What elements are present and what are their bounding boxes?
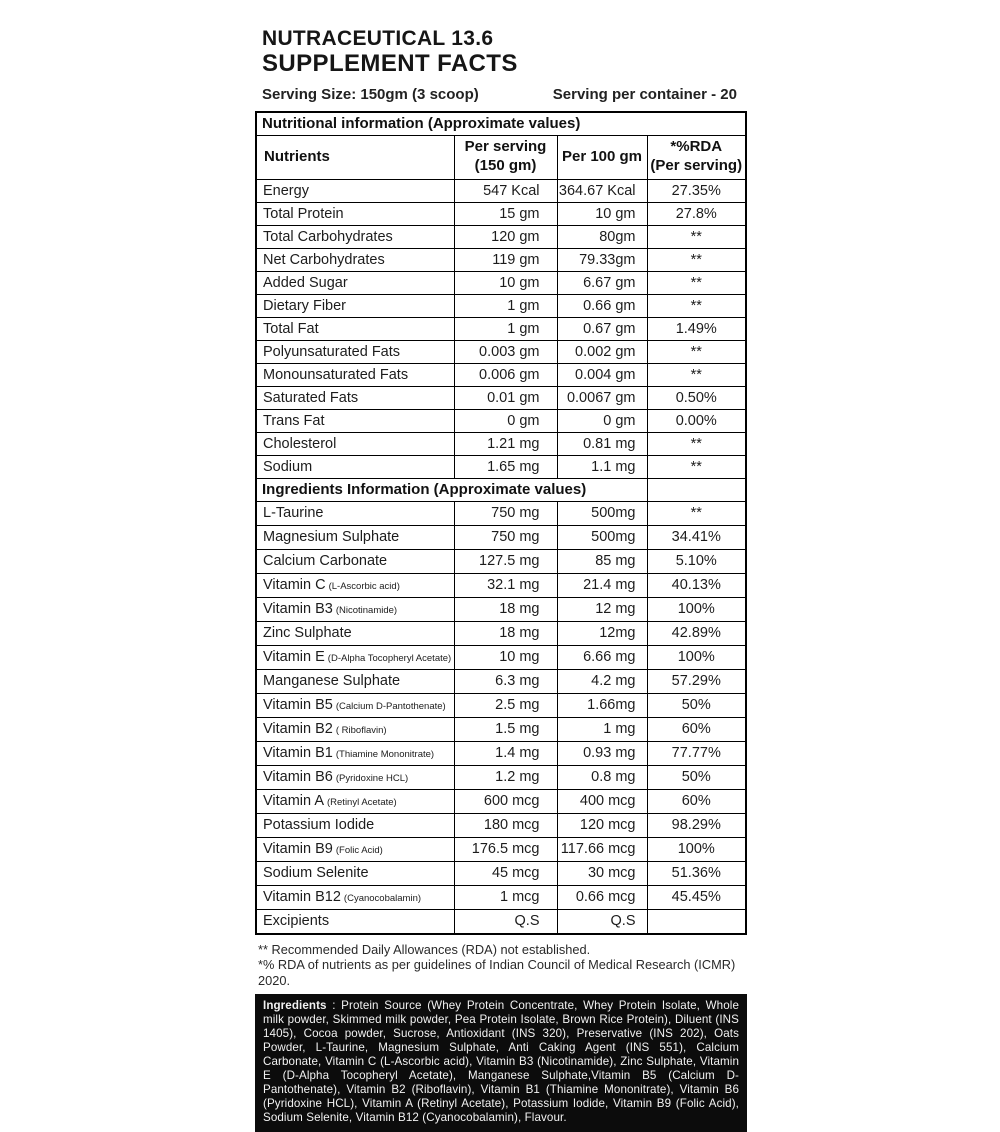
per-serving-value: 1.21 mg — [454, 432, 557, 455]
rda-value: 27.8% — [647, 202, 746, 225]
rda-value: ** — [647, 225, 746, 248]
per-serving-value: 1.4 mg — [454, 741, 557, 765]
table-row — [256, 693, 746, 717]
nutrient-name-cell — [256, 621, 454, 645]
per-100-value: 500mg — [557, 501, 647, 525]
nutrient-name: L-Taurine — [263, 505, 324, 522]
nutrient-name-cell — [256, 455, 454, 478]
per-100-value: 0.004 gm — [557, 363, 647, 386]
nutrient-name: Saturated Fats — [263, 389, 359, 406]
table-row — [256, 340, 746, 363]
per-100-value: 6.66 mg — [557, 645, 647, 669]
nutrient-name: Magnesium Sulphate — [263, 529, 400, 546]
table-row — [256, 909, 746, 934]
table-row — [256, 525, 746, 549]
per-serving-value: 45 mcg — [454, 861, 557, 885]
per-serving-value: 0.01 gm — [454, 386, 557, 409]
table-row — [256, 225, 746, 248]
rda-value: 100% — [647, 837, 746, 861]
rda-value — [647, 909, 746, 934]
per-100-value: 500mg — [557, 525, 647, 549]
per-100-value: 79.33gm — [557, 248, 647, 271]
table-row — [256, 885, 746, 909]
nutrient-name-cell — [256, 549, 454, 573]
nutrient-name: Energy — [263, 182, 309, 199]
nutrient-name: Sodium Selenite — [263, 865, 369, 882]
table-row — [256, 717, 746, 741]
rda-value: ** — [647, 363, 746, 386]
nutrient-subname: (L-Ascorbic acid) — [328, 581, 400, 593]
per-serving-value: 180 mcg — [454, 813, 557, 837]
table-row — [256, 837, 746, 861]
nutrient-name-cell — [256, 813, 454, 837]
nutrient-name-cell — [256, 765, 454, 789]
per-100-value: 80gm — [557, 225, 647, 248]
per-100-value: 0.93 mg — [557, 741, 647, 765]
nutrient-name-cell — [256, 317, 454, 340]
per-100-value: 10 gm — [557, 202, 647, 225]
per-100-value: 120 mcg — [557, 813, 647, 837]
nutrient-name: Dietary Fiber — [263, 297, 346, 314]
nutritional-rows — [256, 179, 746, 478]
rda-value: 77.77% — [647, 741, 746, 765]
table-row — [256, 861, 746, 885]
nutrient-name: Vitamin C — [263, 577, 326, 594]
rda-value: ** — [647, 501, 746, 525]
table-row — [256, 621, 746, 645]
per-serving-value: 15 gm — [454, 202, 557, 225]
rda-value: 100% — [647, 645, 746, 669]
section1-header: Nutritional information (Approximate values) — [256, 112, 746, 136]
nutrient-name-cell — [256, 501, 454, 525]
nutrient-name-cell — [256, 271, 454, 294]
per-serving-value: 10 mg — [454, 645, 557, 669]
nutrient-name: Vitamin B2 — [263, 721, 333, 738]
table-row — [256, 765, 746, 789]
rda-value: 60% — [647, 717, 746, 741]
nutrient-subname: (Cyanocobalamin) — [343, 893, 422, 905]
nutrient-name: Vitamin B1 — [263, 745, 333, 762]
per-100-value: 400 mcg — [557, 789, 647, 813]
nutrient-name-cell — [256, 573, 454, 597]
nutrient-name: Manganese Sulphate — [263, 673, 401, 690]
nutrient-subname: (Folic Acid) — [335, 845, 383, 857]
column-header-nutrients: Nutrients — [256, 135, 454, 179]
rda-value: 5.10% — [647, 549, 746, 573]
rda-value: ** — [647, 294, 746, 317]
nutrient-name: Total Carbohydrates — [263, 228, 393, 245]
nutrient-name-cell — [256, 225, 454, 248]
footnotes — [258, 942, 747, 989]
nutrient-name: Monounsaturated Fats — [263, 366, 409, 383]
rda-value: 45.45% — [647, 885, 746, 909]
nutrient-name: Vitamin E — [263, 649, 325, 666]
nutrient-name-cell — [256, 885, 454, 909]
table-row — [256, 501, 746, 525]
nutrient-name: Added Sugar — [263, 274, 348, 291]
section2-header-empty-cell — [647, 478, 746, 501]
per-serving-value: 0.006 gm — [454, 363, 557, 386]
nutrient-name-cell — [256, 202, 454, 225]
per-serving-value: 1.2 mg — [454, 765, 557, 789]
per-100-value: 0.0067 gm — [557, 386, 647, 409]
nutrient-subname: (Calcium D-Pantothenate) — [335, 701, 446, 713]
per-100-value: 85 mg — [557, 549, 647, 573]
nutrient-name: Vitamin B5 — [263, 697, 333, 714]
nutrient-name-cell — [256, 597, 454, 621]
table-row — [256, 409, 746, 432]
column-header-rda: *%RDA (Per serving) — [647, 135, 746, 179]
table-row — [256, 386, 746, 409]
rda-value: 51.36% — [647, 861, 746, 885]
nutrient-name: Trans Fat — [263, 412, 325, 429]
rda-value: 34.41% — [647, 525, 746, 549]
nutrient-subname: (Thiamine Mononitrate) — [335, 749, 435, 761]
per-serving-value: 1.65 mg — [454, 455, 557, 478]
rda-value: 98.29% — [647, 813, 746, 837]
table-row — [256, 789, 746, 813]
per-100-value: 30 mcg — [557, 861, 647, 885]
nutrient-name-cell — [256, 386, 454, 409]
per-serving-value: 32.1 mg — [454, 573, 557, 597]
footnote-rda-not-established: ** Recommended Daily Allowances (RDA) not established. — [258, 941, 591, 957]
page-subtitle: SUPPLEMENT FACTS — [262, 49, 518, 77]
table-row — [256, 294, 746, 317]
nutrient-name-cell — [256, 248, 454, 271]
table-row — [256, 741, 746, 765]
nutrient-name: Calcium Carbonate — [263, 553, 388, 570]
nutrient-name: Vitamin B9 — [263, 841, 333, 858]
per-serving-value: 750 mg — [454, 525, 557, 549]
rda-value: ** — [647, 248, 746, 271]
column-header-per-serving: Per serving (150 gm) — [454, 135, 557, 179]
column-header-row — [256, 135, 746, 179]
per-100-value: 0.66 mcg — [557, 885, 647, 909]
per-serving-value: 547 Kcal — [454, 179, 557, 202]
nutrient-name: Vitamin B12 — [263, 889, 341, 906]
nutrient-name-cell — [256, 363, 454, 386]
per-serving-value: Q.S — [454, 909, 557, 934]
per-100-value: 1 mg — [557, 717, 647, 741]
nutrient-name-cell — [256, 409, 454, 432]
nutrient-name: Potassium Iodide — [263, 817, 375, 834]
nutrient-name-cell — [256, 741, 454, 765]
table-row — [256, 573, 746, 597]
per-100-value: 6.67 gm — [557, 271, 647, 294]
per-serving-value: 127.5 mg — [454, 549, 557, 573]
rda-value: 27.35% — [647, 179, 746, 202]
per-100-value: 0.002 gm — [557, 340, 647, 363]
table-row — [256, 645, 746, 669]
nutrient-name-cell — [256, 179, 454, 202]
serving-size-label: Serving Size: 150gm (3 scoop) — [262, 85, 479, 103]
nutrient-name: Net Carbohydrates — [263, 251, 385, 268]
nutrient-name: Cholesterol — [263, 435, 337, 452]
nutrient-name-cell — [256, 789, 454, 813]
rda-value: ** — [647, 432, 746, 455]
per-serving-value: 10 gm — [454, 271, 557, 294]
supplement-label — [255, 28, 747, 1132]
ingredients-text: : Protein Source (Whey Protein Concentrate, Whey Protein Isolate, Whole milk powder, Skimmed milk powder, Pea Protein Isolate, Brown Rice Protein), Diluent (INS 1405), Cocoa powder, Sucrose, Antioxidant (INS 320), Preservative (INS 202), Oats Powder, L-Taurine, Magnesium Sulphate, Anti Caking Agent (INS 551), Calcium Carbonate, Vitamin C (L-Ascorbic acid), Vitamin B3 (Nicotinamide), Zinc Sulphate, Vitamin E (D-Alpha Tocopheryl Acetate), Manganese Sulphate,Vitamin B5 (Calcium D-Pantothenate), Vitamin B2 (Riboflavin), Vitamin B1 (Thiamine Mononitrate), Vitamin B6 (Pyridoxine HCL), Vitamin A (Retinyl Acetate), Potassium Iodide, Vitamin B9 (Folic Acid), Sodium Selenite, Vitamin B12 (Cyanocobalamin), Flavour. — [263, 999, 739, 1124]
nutrient-subname: (Retinyl Acetate) — [327, 797, 397, 809]
nutrient-name: Total Protein — [263, 205, 344, 222]
per-100-value: 364.67 Kcal — [557, 179, 647, 202]
per-serving-value: 1.5 mg — [454, 717, 557, 741]
per-100-value: 12 mg — [557, 597, 647, 621]
nutrient-name-cell — [256, 837, 454, 861]
rda-value: ** — [647, 271, 746, 294]
rda-value: ** — [647, 340, 746, 363]
nutrient-name: Polyunsaturated Fats — [263, 343, 401, 360]
nutrient-name: Vitamin A — [263, 793, 324, 810]
per-serving-value: 18 mg — [454, 597, 557, 621]
table-row — [256, 669, 746, 693]
per-serving-value: 18 mg — [454, 621, 557, 645]
page-title: NUTRACEUTICAL 13.6 — [262, 27, 494, 50]
nutrient-name-cell — [256, 645, 454, 669]
per-100-value: 0 gm — [557, 409, 647, 432]
section1-header-row — [256, 112, 746, 136]
footnote-rda-guidelines: *% RDA of nutrients as per guidelines of Indian Council of Medical Research (ICMR) 2020. — [258, 957, 736, 988]
table-row — [256, 363, 746, 386]
nutrient-name-cell — [256, 861, 454, 885]
per-100-value: 12mg — [557, 621, 647, 645]
per-serving-value: 120 gm — [454, 225, 557, 248]
section2-header: Ingredients Information (Approximate values) — [256, 478, 647, 501]
rda-value: 0.50% — [647, 386, 746, 409]
per-serving-value: 176.5 mcg — [454, 837, 557, 861]
per-100-value: Q.S — [557, 909, 647, 934]
nutrient-name-cell — [256, 294, 454, 317]
table-row — [256, 179, 746, 202]
per-100-value: 0.81 mg — [557, 432, 647, 455]
column-header-per-100: Per 100 gm — [557, 135, 647, 179]
nutrient-subname: (Pyridoxine HCL) — [335, 773, 409, 785]
nutrient-subname: (Nicotinamide) — [335, 605, 398, 617]
per-100-value: 1.66mg — [557, 693, 647, 717]
nutrient-name-cell — [256, 909, 454, 934]
nutrient-name: Zinc Sulphate — [263, 625, 352, 642]
per-100-value: 0.66 gm — [557, 294, 647, 317]
nutrient-name-cell — [256, 669, 454, 693]
per-serving-value: 1 gm — [454, 317, 557, 340]
nutrient-name-cell — [256, 693, 454, 717]
rda-value: 60% — [647, 789, 746, 813]
per-serving-value: 6.3 mg — [454, 669, 557, 693]
nutrient-name-cell — [256, 340, 454, 363]
ingredient-rows — [256, 501, 746, 934]
table-row — [256, 248, 746, 271]
table-row — [256, 317, 746, 340]
per-serving-value: 0.003 gm — [454, 340, 557, 363]
per-100-value: 4.2 mg — [557, 669, 647, 693]
ingredients-label: Ingredients — [263, 999, 327, 1013]
per-serving-value: 2.5 mg — [454, 693, 557, 717]
rda-value: 50% — [647, 765, 746, 789]
rda-value: 40.13% — [647, 573, 746, 597]
nutrient-name-cell — [256, 525, 454, 549]
per-serving-value: 600 mcg — [454, 789, 557, 813]
rda-value: 0.00% — [647, 409, 746, 432]
ingredients-box — [255, 994, 747, 1131]
nutrient-name-cell — [256, 432, 454, 455]
table-row — [256, 202, 746, 225]
per-100-value: 1.1 mg — [557, 455, 647, 478]
facts-table — [255, 111, 747, 935]
per-serving-value: 119 gm — [454, 248, 557, 271]
table-row — [256, 271, 746, 294]
nutrient-name: Vitamin B6 — [263, 769, 333, 786]
table-row — [256, 597, 746, 621]
table-row — [256, 813, 746, 837]
table-row — [256, 432, 746, 455]
nutrient-subname: ( Riboflavin) — [335, 725, 387, 737]
per-100-value: 0.8 mg — [557, 765, 647, 789]
section2-header-row — [256, 478, 746, 501]
per-100-value: 0.67 gm — [557, 317, 647, 340]
per-serving-value: 0 gm — [454, 409, 557, 432]
serving-info-row — [262, 86, 737, 103]
rda-value: 1.49% — [647, 317, 746, 340]
rda-value: 50% — [647, 693, 746, 717]
per-100-value: 21.4 mg — [557, 573, 647, 597]
rda-value: 42.89% — [647, 621, 746, 645]
nutrient-name: Sodium — [263, 458, 313, 475]
per-serving-value: 750 mg — [454, 501, 557, 525]
servings-per-container-label: Serving per container - 20 — [552, 85, 737, 103]
rda-value: 100% — [647, 597, 746, 621]
table-row — [256, 455, 746, 478]
table-row — [256, 549, 746, 573]
per-serving-value: 1 mcg — [454, 885, 557, 909]
nutrient-subname: (D-Alpha Tocopheryl Acetate) — [327, 653, 452, 665]
per-serving-value: 1 gm — [454, 294, 557, 317]
rda-value: ** — [647, 455, 746, 478]
nutrient-name: Total Fat — [263, 320, 319, 337]
nutrient-name: Vitamin B3 — [263, 601, 333, 618]
per-100-value: 117.66 mcg — [557, 837, 647, 861]
rda-value: 57.29% — [647, 669, 746, 693]
nutrient-name-cell — [256, 717, 454, 741]
nutrient-name: Excipients — [263, 913, 330, 930]
